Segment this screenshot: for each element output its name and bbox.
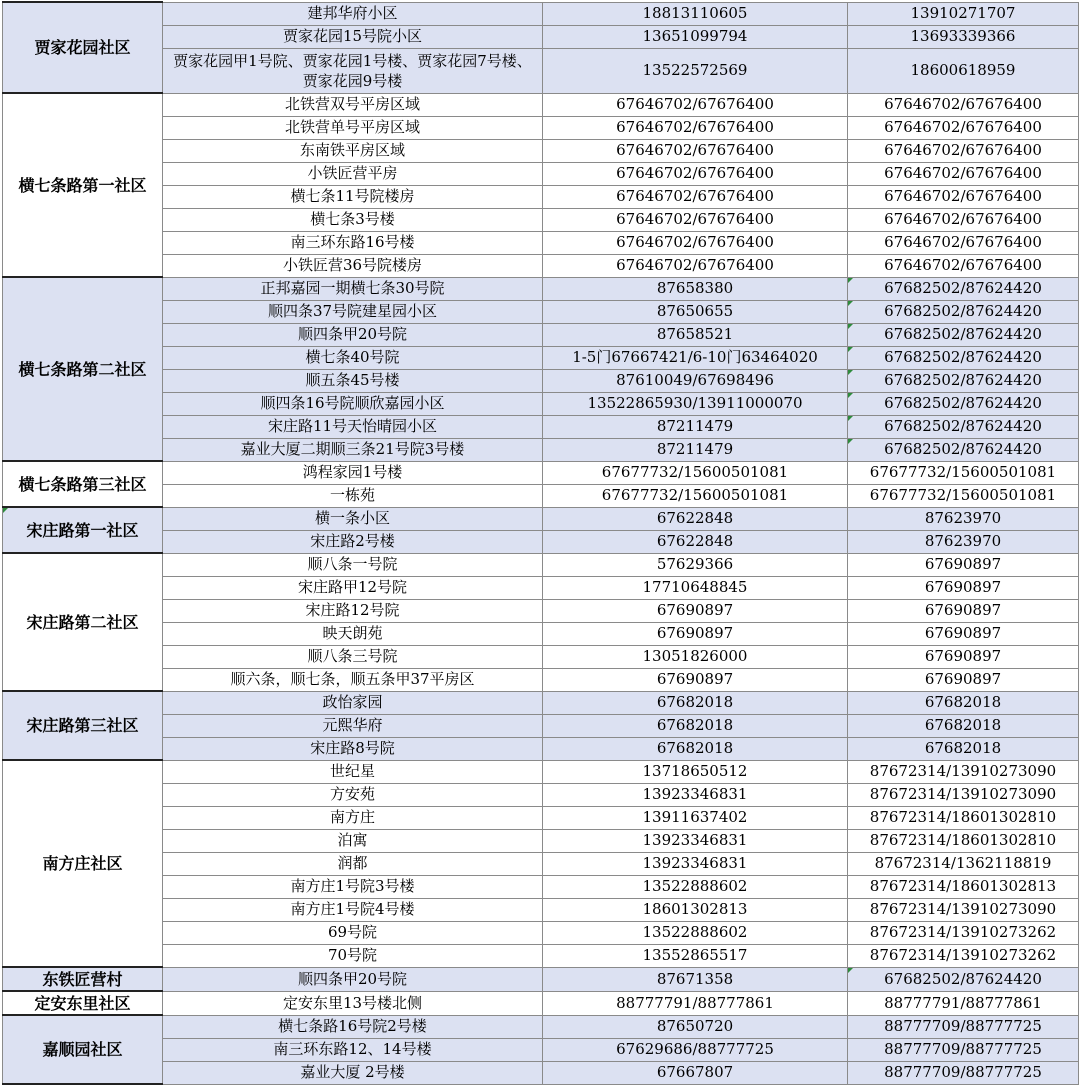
phone-primary-cell: 67690897: [543, 668, 848, 691]
phone-primary-cell: 67646702/67676400: [543, 116, 848, 139]
table-row: [3, 208, 1079, 231]
phone-primary-cell: 87610049/67698496: [543, 369, 848, 392]
area-cell: 宋庄路2号楼: [163, 530, 543, 553]
table-row: [3, 438, 1079, 461]
table-row: [3, 415, 1079, 438]
phone-secondary-cell: 67690897: [848, 645, 1079, 668]
phone-secondary-cell: 87672314/13910273262: [848, 944, 1079, 967]
phone-primary-cell: 67622848: [543, 507, 848, 530]
phone-secondary-cell: 67682018: [848, 737, 1079, 760]
area-cell: 嘉业大厦 2号楼: [163, 1061, 543, 1084]
community-contact-table: [2, 1, 1079, 1085]
phone-secondary-cell: 67690897: [848, 668, 1079, 691]
community-name-cell: 定安东里社区: [3, 991, 163, 1015]
table-row: [3, 783, 1079, 806]
area-cell: 一栋苑: [163, 484, 543, 507]
phone-secondary-cell: 67682018: [848, 691, 1079, 714]
table-row: [3, 829, 1079, 852]
area-cell: 南三环东路16号楼: [163, 231, 543, 254]
phone-primary-cell: 13522888602: [543, 921, 848, 944]
phone-secondary-cell: 87672314/13910273090: [848, 783, 1079, 806]
table-row: [3, 461, 1079, 484]
area-cell: 横七条路16号院2号楼: [163, 1015, 543, 1038]
phone-primary-cell: 67646702/67676400: [543, 93, 848, 116]
table-row: [3, 116, 1079, 139]
table-row: [3, 622, 1079, 645]
table-row: [3, 185, 1079, 208]
sheet-container: [2, 1, 1078, 1085]
phone-secondary-cell: 67682502/87624420: [848, 415, 1079, 438]
phone-secondary-cell: 67682502/87624420: [848, 300, 1079, 323]
phone-secondary-cell: 67646702/67676400: [848, 116, 1079, 139]
area-cell: 贾家花园甲1号院、贾家花园1号楼、贾家花园7号楼、贾家花园9号楼: [163, 48, 543, 93]
area-cell: 东南铁平房区域: [163, 139, 543, 162]
table-row: [3, 277, 1079, 300]
area-cell: 70号院: [163, 944, 543, 967]
area-cell: 贾家花园15号院小区: [163, 25, 543, 48]
table-row: [3, 162, 1079, 185]
table-row: [3, 991, 1079, 1015]
phone-primary-cell: 18601302813: [543, 898, 848, 921]
table-row: [3, 1061, 1079, 1084]
phone-secondary-cell: 67682502/87624420: [848, 323, 1079, 346]
area-cell: 顺八条三号院: [163, 645, 543, 668]
phone-secondary-cell: 87672314/13910273262: [848, 921, 1079, 944]
phone-secondary-cell: 87672314/18601302813: [848, 875, 1079, 898]
phone-secondary-cell: 88777709/88777725: [848, 1038, 1079, 1061]
phone-secondary-cell: 67690897: [848, 576, 1079, 599]
area-cell: 横七条11号院楼房: [163, 185, 543, 208]
table-body: [3, 2, 1079, 1084]
phone-secondary-cell: 67646702/67676400: [848, 231, 1079, 254]
phone-secondary-cell: 67646702/67676400: [848, 185, 1079, 208]
phone-secondary-cell: 67682502/87624420: [848, 967, 1079, 991]
phone-primary-cell: 13552865517: [543, 944, 848, 967]
phone-secondary-cell: 67690897: [848, 599, 1079, 622]
phone-primary-cell: 67646702/67676400: [543, 231, 848, 254]
area-cell: 顺五条45号楼: [163, 369, 543, 392]
phone-secondary-cell: 67646702/67676400: [848, 162, 1079, 185]
phone-primary-cell: 67622848: [543, 530, 848, 553]
phone-primary-cell: 13718650512: [543, 760, 848, 783]
table-row: [3, 48, 1079, 93]
table-row: [3, 300, 1079, 323]
phone-secondary-cell: 67682502/87624420: [848, 346, 1079, 369]
area-cell: 鸿程家园1号楼: [163, 461, 543, 484]
area-cell: 横一条小区: [163, 507, 543, 530]
area-cell: 润都: [163, 852, 543, 875]
table-row: [3, 553, 1079, 576]
area-cell: 北铁营双号平房区域: [163, 93, 543, 116]
table-row: [3, 967, 1079, 991]
area-cell: 小铁匠营平房: [163, 162, 543, 185]
table-row: [3, 691, 1079, 714]
phone-secondary-cell: 88777709/88777725: [848, 1061, 1079, 1084]
table-row: [3, 254, 1079, 277]
area-cell: 映天朗苑: [163, 622, 543, 645]
phone-secondary-cell: 67682018: [848, 714, 1079, 737]
table-row: [3, 231, 1079, 254]
area-cell: 顺四条16号院顺欣嘉园小区: [163, 392, 543, 415]
table-row: [3, 346, 1079, 369]
table-row: [3, 668, 1079, 691]
table-row: [3, 323, 1079, 346]
table-row: [3, 369, 1079, 392]
phone-secondary-cell: 87672314/18601302810: [848, 829, 1079, 852]
phone-primary-cell: 87658521: [543, 323, 848, 346]
community-name-cell: 南方庄社区: [3, 760, 163, 967]
phone-secondary-cell: 67690897: [848, 622, 1079, 645]
phone-primary-cell: 1-5门67667421/6-10门63464020: [543, 346, 848, 369]
phone-secondary-cell: 67646702/67676400: [848, 139, 1079, 162]
area-cell: 横七条3号楼: [163, 208, 543, 231]
table-row: [3, 530, 1079, 553]
area-cell: 嘉业大厦二期顺三条21号院3号楼: [163, 438, 543, 461]
area-cell: 小铁匠营36号院楼房: [163, 254, 543, 277]
area-cell: 顺四条甲20号院: [163, 323, 543, 346]
phone-primary-cell: 67667807: [543, 1061, 848, 1084]
community-name-cell: 东铁匠营村: [3, 967, 163, 991]
area-cell: 政怡家园: [163, 691, 543, 714]
phone-primary-cell: 67682018: [543, 691, 848, 714]
area-cell: 北铁营单号平房区域: [163, 116, 543, 139]
phone-primary-cell: 17710648845: [543, 576, 848, 599]
table-row: [3, 2, 1079, 25]
area-cell: 定安东里13号楼北侧: [163, 991, 543, 1015]
area-cell: 南三环东路12、14号楼: [163, 1038, 543, 1061]
phone-primary-cell: 87211479: [543, 415, 848, 438]
phone-secondary-cell: 87672314/18601302810: [848, 806, 1079, 829]
area-cell: 正邦嘉园一期横七条30号院: [163, 277, 543, 300]
phone-secondary-cell: 67646702/67676400: [848, 93, 1079, 116]
table-row: [3, 760, 1079, 783]
phone-primary-cell: 88777791/88777861: [543, 991, 848, 1015]
phone-primary-cell: 87650720: [543, 1015, 848, 1038]
phone-secondary-cell: 67646702/67676400: [848, 208, 1079, 231]
table-row: [3, 645, 1079, 668]
community-name-cell: 横七条路第二社区: [3, 277, 163, 461]
phone-primary-cell: 67677732/15600501081: [543, 484, 848, 507]
phone-secondary-cell: 88777791/88777861: [848, 991, 1079, 1015]
table-row: [3, 875, 1079, 898]
table-row: [3, 852, 1079, 875]
area-cell: 宋庄路11号天怡晴园小区: [163, 415, 543, 438]
community-name-cell: 宋庄路第三社区: [3, 691, 163, 760]
phone-primary-cell: 67677732/15600501081: [543, 461, 848, 484]
phone-secondary-cell: 67682502/87624420: [848, 438, 1079, 461]
table-row: [3, 921, 1079, 944]
phone-primary-cell: 67690897: [543, 622, 848, 645]
area-cell: 横七条40号院: [163, 346, 543, 369]
phone-primary-cell: 13522572569: [543, 48, 848, 93]
phone-secondary-cell: 87623970: [848, 507, 1079, 530]
phone-secondary-cell: 67646702/67676400: [848, 254, 1079, 277]
table-row: [3, 139, 1079, 162]
phone-secondary-cell: 67677732/15600501081: [848, 461, 1079, 484]
phone-secondary-cell: 67690897: [848, 553, 1079, 576]
area-cell: 顺四条37号院建星园小区: [163, 300, 543, 323]
phone-primary-cell: 13923346831: [543, 783, 848, 806]
phone-secondary-cell: 87672314/13910273090: [848, 760, 1079, 783]
phone-primary-cell: 13522865930/13911000070: [543, 392, 848, 415]
table-row: [3, 93, 1079, 116]
area-cell: 世纪星: [163, 760, 543, 783]
area-cell: 泊寓: [163, 829, 543, 852]
phone-primary-cell: 67646702/67676400: [543, 254, 848, 277]
phone-secondary-cell: 88777709/88777725: [848, 1015, 1079, 1038]
area-cell: 南方庄: [163, 806, 543, 829]
phone-secondary-cell: 13910271707: [848, 2, 1079, 25]
phone-primary-cell: 87658380: [543, 277, 848, 300]
area-cell: 建邦华府小区: [163, 2, 543, 25]
phone-primary-cell: 18813110605: [543, 2, 848, 25]
phone-primary-cell: 13051826000: [543, 645, 848, 668]
table-row: [3, 898, 1079, 921]
table-row: [3, 1015, 1079, 1038]
area-cell: 宋庄路8号院: [163, 737, 543, 760]
table-row: [3, 1038, 1079, 1061]
area-cell: 方安苑: [163, 783, 543, 806]
phone-primary-cell: 67646702/67676400: [543, 162, 848, 185]
phone-primary-cell: 87211479: [543, 438, 848, 461]
phone-secondary-cell: 67677732/15600501081: [848, 484, 1079, 507]
community-name-cell: 横七条路第三社区: [3, 461, 163, 507]
phone-primary-cell: 87650655: [543, 300, 848, 323]
community-name-cell: 贾家花园社区: [3, 2, 163, 93]
table-row: [3, 737, 1079, 760]
phone-primary-cell: 13522888602: [543, 875, 848, 898]
community-name-cell: 宋庄路第一社区: [3, 507, 163, 553]
area-cell: 南方庄1号院4号楼: [163, 898, 543, 921]
phone-primary-cell: 67646702/67676400: [543, 185, 848, 208]
phone-secondary-cell: 67682502/87624420: [848, 392, 1079, 415]
table-row: [3, 25, 1079, 48]
area-cell: 元熙华府: [163, 714, 543, 737]
phone-secondary-cell: 87672314/1362118819: [848, 852, 1079, 875]
community-name-cell: 横七条路第一社区: [3, 93, 163, 277]
phone-primary-cell: 57629366: [543, 553, 848, 576]
area-cell: 宋庄路甲12号院: [163, 576, 543, 599]
phone-primary-cell: 67646702/67676400: [543, 139, 848, 162]
area-cell: 顺四条甲20号院: [163, 967, 543, 991]
area-cell: 南方庄1号院3号楼: [163, 875, 543, 898]
table-row: [3, 944, 1079, 967]
table-row: [3, 806, 1079, 829]
phone-primary-cell: 67629686/88777725: [543, 1038, 848, 1061]
phone-secondary-cell: 67682502/87624420: [848, 277, 1079, 300]
phone-primary-cell: 67690897: [543, 599, 848, 622]
table-row: [3, 714, 1079, 737]
phone-primary-cell: 13923346831: [543, 829, 848, 852]
phone-primary-cell: 13651099794: [543, 25, 848, 48]
area-cell: 顺八条一号院: [163, 553, 543, 576]
community-name-cell: 宋庄路第二社区: [3, 553, 163, 691]
area-cell: 69号院: [163, 921, 543, 944]
area-cell: 顺六条，顺七条，顺五条甲37平房区: [163, 668, 543, 691]
area-cell: 宋庄路12号院: [163, 599, 543, 622]
phone-primary-cell: 67682018: [543, 737, 848, 760]
phone-primary-cell: 87671358: [543, 967, 848, 991]
phone-primary-cell: 67646702/67676400: [543, 208, 848, 231]
phone-secondary-cell: 67682502/87624420: [848, 369, 1079, 392]
table-row: [3, 507, 1079, 530]
phone-primary-cell: 13911637402: [543, 806, 848, 829]
phone-secondary-cell: 87623970: [848, 530, 1079, 553]
community-name-cell: 嘉顺园社区: [3, 1015, 163, 1084]
phone-secondary-cell: 18600618959: [848, 48, 1079, 93]
table-row: [3, 484, 1079, 507]
table-row: [3, 599, 1079, 622]
table-row: [3, 392, 1079, 415]
phone-primary-cell: 67682018: [543, 714, 848, 737]
phone-secondary-cell: 13693339366: [848, 25, 1079, 48]
table-row: [3, 576, 1079, 599]
phone-secondary-cell: 87672314/13910273090: [848, 898, 1079, 921]
phone-primary-cell: 13923346831: [543, 852, 848, 875]
